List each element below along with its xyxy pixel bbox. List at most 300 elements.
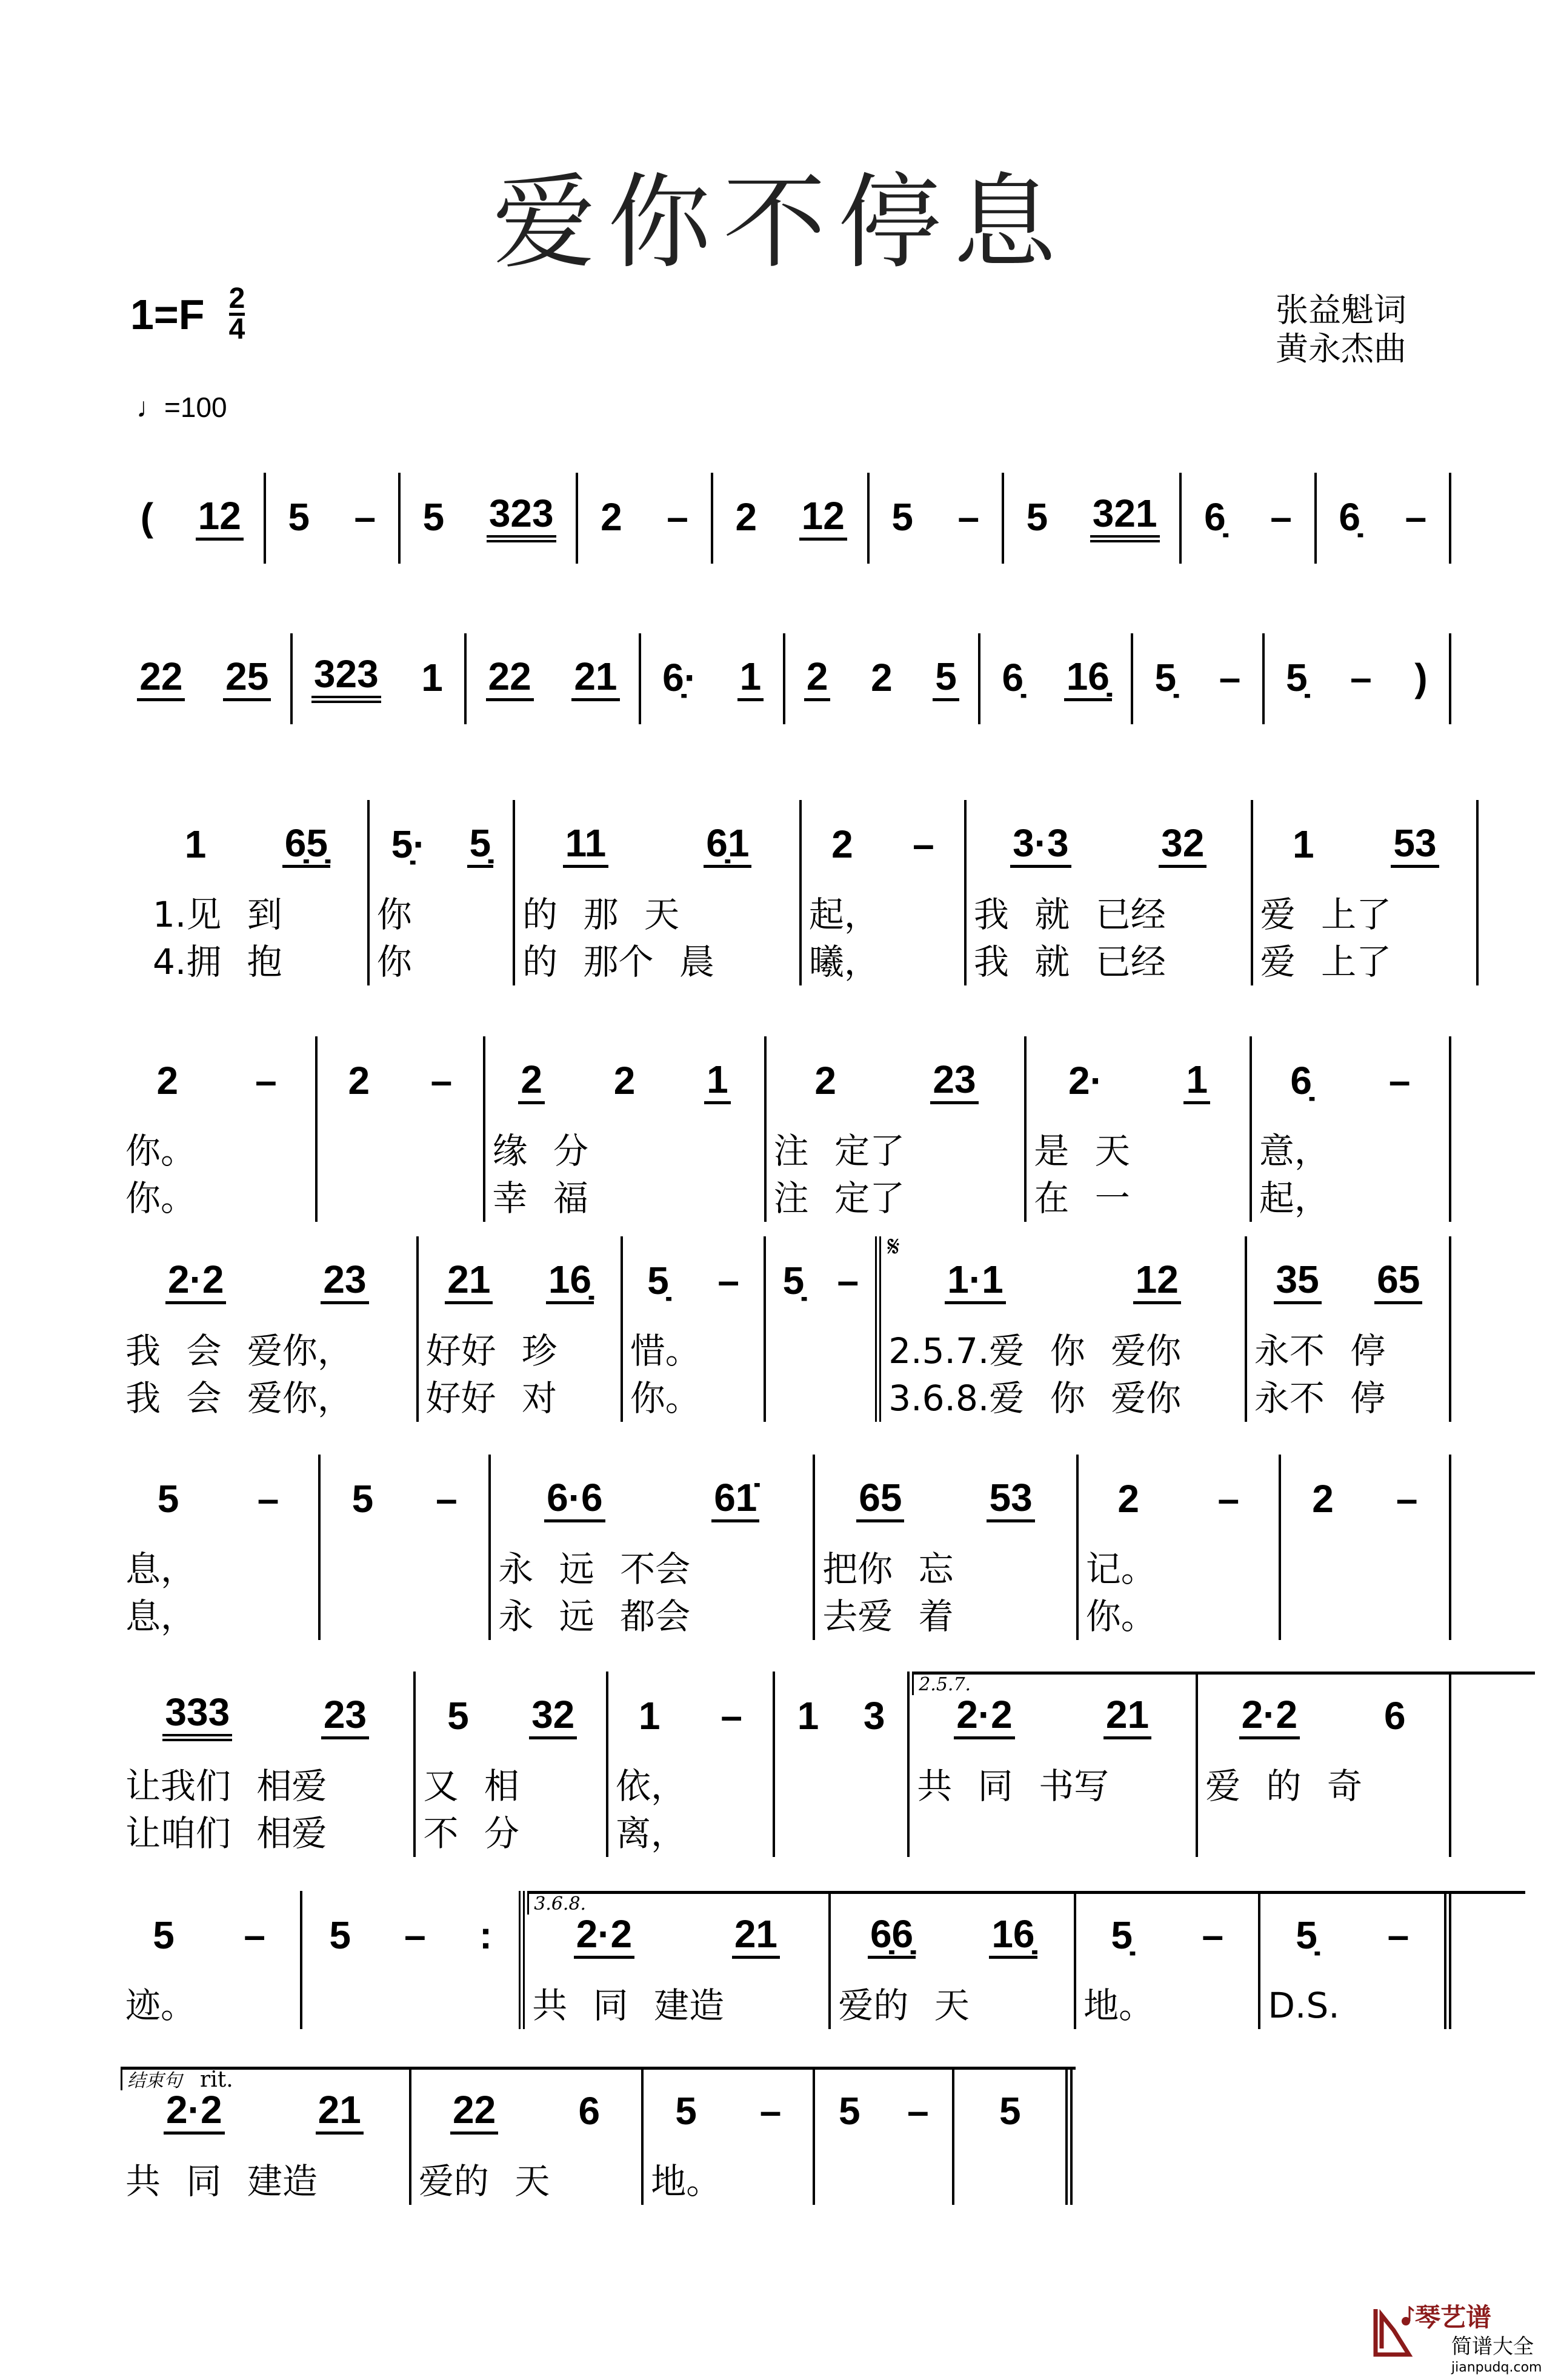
- note-group: 1: [184, 822, 207, 866]
- measure-notes: [767, 1036, 1025, 1127]
- measure: [485, 1036, 767, 1222]
- measure: [1133, 633, 1264, 724]
- measure-notes: [1027, 1036, 1250, 1127]
- measure: [118, 633, 293, 724]
- tempo-marking: ♩=100: [136, 392, 227, 423]
- note-group: 321: [1090, 494, 1160, 542]
- measure-notes: [1182, 473, 1314, 564]
- note-group: –: [1219, 656, 1241, 699]
- lyric-line-1: [1281, 1545, 1449, 1593]
- key-signature: [130, 282, 245, 345]
- measure: [1265, 633, 1451, 724]
- lyric-line-2: 离，: [615, 1813, 686, 1854]
- measure: [767, 1036, 1027, 1222]
- note-group: –: [1405, 495, 1427, 539]
- lyric-line-2: 在 一: [1034, 1178, 1130, 1219]
- measure: [118, 2067, 411, 2205]
- note-group: 12: [1133, 1260, 1181, 1304]
- measure: [318, 1036, 485, 1222]
- measure-notes: [967, 800, 1251, 891]
- measure-notes: [1281, 1455, 1449, 1545]
- lyric-line-2: [775, 1810, 907, 1857]
- measure-notes: [419, 1236, 621, 1327]
- note-group: 53: [987, 1478, 1034, 1522]
- measure: [578, 473, 713, 564]
- note-group: 2: [601, 495, 622, 539]
- measure: [713, 473, 870, 564]
- measure-notes: [145, 800, 367, 891]
- lyric-line-1: 注 定了: [773, 1130, 905, 1172]
- lyric-line-2: [766, 1375, 875, 1422]
- note-group: –: [257, 1477, 279, 1521]
- lyric-line-2: [1281, 1593, 1449, 1640]
- note-group: 5: [351, 1477, 374, 1521]
- measure-notes: [485, 1036, 764, 1127]
- note-group: 53: [1391, 824, 1439, 868]
- note-group: 22: [486, 657, 534, 701]
- measure: [1027, 1036, 1252, 1222]
- lyric-line-2: 你。: [1085, 1596, 1156, 1637]
- lyric-line-2: [910, 1810, 1196, 1857]
- note-group: 6̣: [1339, 495, 1361, 539]
- note-group: 61̇: [711, 1478, 759, 1522]
- note-group: –: [1217, 1477, 1240, 1521]
- note-group: ): [1414, 656, 1428, 699]
- lyric-line-2: [1198, 1810, 1449, 1857]
- measure: [954, 2067, 1073, 2205]
- measure-notes: [802, 800, 964, 891]
- measure: [401, 473, 578, 564]
- note-group: 35: [1274, 1260, 1322, 1304]
- measure-notes: [870, 473, 1002, 564]
- measure-notes: [1265, 633, 1449, 724]
- measure: [1281, 1455, 1451, 1640]
- measure: [881, 1231, 1247, 1422]
- note-group: 2: [613, 1059, 636, 1102]
- lyric-line-2: 爱 上了: [1260, 941, 1392, 982]
- lyric-line-1: 是 天: [1034, 1130, 1130, 1172]
- note-group: 2: [871, 656, 893, 699]
- note-group: 2: [1312, 1477, 1334, 1521]
- lyric-line-2: 曦，: [808, 941, 879, 982]
- measure: [1182, 473, 1316, 564]
- lyric-line-2: 你。: [125, 1178, 196, 1219]
- note-group: 16̣: [1064, 657, 1112, 701]
- score-row: [118, 1891, 1451, 2029]
- measure: [785, 633, 981, 724]
- note-group: 2: [156, 1059, 179, 1102]
- note-group: –: [667, 495, 688, 539]
- lyric-line-1: [321, 1545, 488, 1593]
- note-group: 6·6: [544, 1478, 605, 1522]
- note-group: 2: [1117, 1477, 1140, 1521]
- note-group: 1: [1293, 822, 1314, 866]
- measure-notes: [411, 2067, 641, 2158]
- lyric-line-1: 起，: [808, 894, 879, 935]
- note-group: 6: [1383, 1694, 1406, 1738]
- measure: [608, 1672, 775, 1857]
- measure: [1079, 1455, 1281, 1640]
- note-group: 5: [933, 657, 959, 701]
- measure-notes: [1079, 1455, 1279, 1545]
- lyric-line-1: [302, 1982, 519, 2029]
- note-group: 6: [578, 2089, 601, 2133]
- note-group: 21: [1103, 1695, 1151, 1739]
- lyric-line-1: 你: [376, 894, 412, 935]
- note-group: 21: [732, 1915, 780, 1959]
- measure: [416, 1672, 608, 1857]
- measure-notes: [1260, 1891, 1444, 1982]
- note-group: 23: [930, 1060, 978, 1104]
- lyric-line-2: 幸 福: [492, 1178, 588, 1219]
- note-group: –: [255, 1059, 277, 1102]
- lyric-line-1: [954, 2158, 1065, 2205]
- time-signature-bottom: 4: [228, 313, 245, 345]
- note-group: 22: [137, 657, 185, 701]
- measure: [980, 633, 1133, 724]
- measure-notes: [293, 633, 465, 724]
- note-group: 323: [311, 655, 381, 703]
- note-group: 6̣1: [704, 824, 751, 868]
- measure: [831, 1891, 1076, 2029]
- note-group: 11: [563, 824, 609, 868]
- lyric-line-2: 我 会 爱你，: [125, 1378, 353, 1419]
- lyric-line-1: 迹。: [125, 1985, 196, 2026]
- note-group: 2: [348, 1059, 370, 1102]
- note-group: 1: [1183, 1060, 1210, 1104]
- note-group: –: [717, 1259, 739, 1302]
- measure: [870, 473, 1004, 564]
- measure-notes: [881, 1236, 1245, 1327]
- measure: [293, 633, 467, 724]
- measure: [467, 633, 641, 724]
- lyric-line-1: 永 远 不会: [498, 1548, 691, 1590]
- measure-notes: [775, 1672, 907, 1762]
- measure: [1252, 1036, 1451, 1222]
- note-group: –: [354, 495, 376, 539]
- lyric-line-1: 又 相: [423, 1765, 519, 1807]
- lyric-line-1: 我 就 已经: [973, 894, 1166, 935]
- measure: [118, 1236, 419, 1422]
- measure: [1247, 1236, 1451, 1422]
- measure-notes: [815, 2067, 952, 2158]
- note-group: –: [1270, 495, 1292, 539]
- measure-notes: [302, 1891, 519, 1982]
- lyric-line-2: 3.6.8.爱 你 爱你: [888, 1378, 1182, 1419]
- lyric-line-1: [318, 1127, 482, 1175]
- lyric-line-1: 缘 分: [492, 1130, 588, 1172]
- note-group: 1: [797, 1694, 819, 1738]
- lyric-line-1: 依，: [615, 1765, 686, 1807]
- note-group: 5: [329, 1913, 351, 1957]
- measure: [1004, 473, 1182, 564]
- watermark-subtitle: 简谱大全: [1451, 2335, 1534, 2359]
- song-title: 爱你不停息: [492, 163, 1068, 283]
- measure: [1076, 1891, 1260, 2029]
- measure-notes: [266, 473, 398, 564]
- measure-notes: [515, 800, 799, 891]
- measure-notes: [954, 2067, 1065, 2158]
- measure: [815, 2067, 954, 2205]
- note-group: 1: [737, 657, 764, 701]
- measure-notes: [766, 1236, 875, 1327]
- measure: [118, 1672, 416, 1857]
- lyric-line-1: 爱 的 奇: [1205, 1765, 1362, 1807]
- measure: [1253, 800, 1479, 985]
- measure-notes: [370, 800, 513, 891]
- note-group: –: [244, 1913, 265, 1957]
- measure-notes: [785, 633, 979, 724]
- measure: [370, 800, 515, 985]
- measure: [321, 1455, 491, 1640]
- ritardando-marking: rit.: [200, 2067, 233, 2092]
- note-group: 5: [891, 495, 913, 539]
- watermark-brand: 琴艺谱: [1415, 2302, 1492, 2332]
- note-group: 5: [447, 1694, 469, 1738]
- measure-notes: [1247, 1236, 1449, 1327]
- measure-notes: [1133, 633, 1262, 724]
- lyric-line-1: D.S.: [1268, 1985, 1340, 2026]
- note-group: 1·1: [945, 1260, 1006, 1304]
- measure-notes: [318, 1036, 482, 1127]
- measure-notes: [118, 1672, 413, 1762]
- note-group: 5: [675, 2089, 697, 2133]
- lyric-line-1: 共 同 建造: [532, 1985, 725, 2026]
- measure-notes: [713, 473, 867, 564]
- lyric-line-1: 地。: [651, 2161, 722, 2202]
- measure-notes: [118, 1236, 416, 1327]
- note-group: 2: [518, 1060, 545, 1104]
- note-group: –: [436, 1477, 458, 1521]
- note-group: 5: [839, 2089, 860, 2133]
- measure: [411, 2067, 644, 2205]
- note-group: –: [907, 2089, 929, 2133]
- note-group: 32: [529, 1695, 577, 1739]
- measure-notes: [831, 1891, 1074, 1982]
- measure-notes: [118, 473, 264, 564]
- measure: [802, 800, 967, 985]
- note-group: 65: [856, 1478, 904, 1522]
- note-group: 6̣6̣: [868, 1915, 916, 1959]
- lyric-line-1: 爱 上了: [1260, 894, 1392, 935]
- note-group: 2: [831, 822, 853, 866]
- volta-label: 2.5.7.: [919, 1674, 971, 1695]
- note-group: 3·3: [1010, 824, 1071, 868]
- lyric-line-1: 惜。: [630, 1330, 701, 1372]
- measure-notes: [623, 1236, 764, 1327]
- key-label: 1=F: [130, 290, 205, 338]
- note-group: 2·2: [1239, 1695, 1300, 1739]
- lyric-line-1: 我 会 爱你，: [125, 1330, 353, 1372]
- lyric-line-1: 共 同 建造: [125, 2161, 318, 2202]
- watermark-logo: [1373, 2303, 1554, 2376]
- lyric-line-1: 好好 珍: [425, 1330, 557, 1372]
- measure: [118, 473, 266, 564]
- note-group: 23: [321, 1695, 369, 1739]
- note-group: 12: [196, 496, 244, 541]
- lyric-line-2: 你。: [630, 1378, 701, 1419]
- lyric-line-2: 息，: [125, 1596, 196, 1637]
- note-group: 32: [1159, 824, 1207, 868]
- lyric-line-1: 爱的 天: [838, 1985, 970, 2026]
- note-group: –: [759, 2089, 782, 2133]
- score-row: [118, 1231, 1451, 1422]
- lyric-line-1: 爱的 天: [418, 2161, 550, 2202]
- measure-notes: [1253, 800, 1476, 891]
- score-row: [118, 633, 1451, 724]
- note-group: –: [721, 1694, 742, 1738]
- lyric-line-2: 好好 对: [425, 1378, 557, 1419]
- measure-notes: [1198, 1672, 1449, 1762]
- note-group: 23: [321, 1260, 368, 1304]
- note-group: 5: [157, 1477, 179, 1521]
- lyric-line-1: 你。: [125, 1130, 196, 1172]
- measure: [118, 1891, 302, 2029]
- note-group: 25: [223, 657, 271, 701]
- measure-notes: [118, 633, 290, 724]
- watermark-url: jianpudq.com: [1451, 2360, 1542, 2375]
- measure: [118, 1455, 321, 1640]
- lyric-line-1: 的 那 天: [522, 894, 679, 935]
- measure: [515, 800, 802, 985]
- lyric-line-2: 的 那个 晨: [522, 941, 714, 982]
- note-group: 5̣·: [391, 822, 426, 866]
- lyric-line-2: 注 定了: [773, 1178, 905, 1219]
- credits: [1276, 291, 1406, 368]
- lyric-line-1: 息，: [125, 1548, 196, 1590]
- lyric-line-2: [318, 1175, 482, 1222]
- note-group: 12: [799, 496, 847, 541]
- measure-notes: [118, 1891, 300, 1982]
- lyric-line-1: 永不 停: [1254, 1330, 1386, 1372]
- note-group: 333: [162, 1693, 232, 1741]
- lyric-line-2: 你: [376, 941, 412, 982]
- measure-notes: [980, 633, 1131, 724]
- note-group: 5̣: [467, 824, 494, 868]
- measure: [644, 2067, 815, 2205]
- measure: [419, 1236, 623, 1422]
- lyric-line-1: 地。: [1083, 1985, 1154, 2026]
- time-signature-top: 2: [228, 282, 245, 315]
- note-group: 5: [153, 1913, 175, 1957]
- note-group: 22: [450, 2090, 498, 2135]
- note-group: –: [1350, 656, 1372, 699]
- note-group: 2: [735, 495, 757, 539]
- note-group: 2: [804, 657, 831, 701]
- note-group: –: [913, 822, 934, 866]
- measure: [641, 633, 785, 724]
- note-group: 2·2: [164, 2090, 225, 2135]
- lyric-line-1: 把你 忘: [822, 1548, 954, 1590]
- segno-icon: 𝄋: [887, 1231, 900, 1263]
- score-row: [118, 473, 1451, 564]
- note-group: –: [837, 1259, 859, 1302]
- lyric-line-2: 永 远 都会: [498, 1596, 691, 1637]
- lyric-line-2: 永不 停: [1254, 1378, 1386, 1419]
- note-group: (: [140, 495, 154, 539]
- measure: [491, 1455, 815, 1640]
- note-group: –: [1388, 1059, 1411, 1102]
- measure-notes: [401, 473, 576, 564]
- note-group: 2·2: [165, 1260, 227, 1304]
- note-group: –: [1202, 1913, 1224, 1957]
- measure-notes: [321, 1455, 488, 1545]
- measure-notes: [118, 1036, 315, 1127]
- measure-notes: [815, 1455, 1076, 1545]
- note-group: –: [430, 1059, 453, 1102]
- measure: [1317, 473, 1451, 564]
- note-group: 2·: [1068, 1059, 1103, 1102]
- measure: [525, 1891, 831, 2029]
- note-group: 16̣: [989, 1915, 1037, 1959]
- note-group: 2: [814, 1059, 836, 1102]
- note-group: 1: [421, 656, 443, 699]
- lyric-line-1: 共 同 书写: [917, 1765, 1110, 1807]
- measure: [1260, 1891, 1451, 2029]
- volta-label: 结束句: [127, 2070, 182, 2092]
- measure-notes: [491, 1455, 813, 1545]
- note-group: 65: [1374, 1260, 1422, 1304]
- note-group: 5̣: [1285, 656, 1308, 699]
- measure: [118, 1036, 318, 1222]
- note-group: 2·2: [954, 1695, 1015, 1739]
- note-group: 5: [1026, 495, 1048, 539]
- score-row: [118, 1036, 1451, 1222]
- lyric-line-2: 让咱们 相爱: [125, 1813, 327, 1854]
- note-group: 6̣: [1002, 656, 1024, 699]
- measure: [910, 1672, 1198, 1857]
- score-row: [118, 1455, 1451, 1640]
- measure: [1198, 1672, 1451, 1857]
- measure-notes: [1317, 473, 1449, 564]
- lyric-line-1: 让我们 相爱: [125, 1765, 327, 1807]
- note-group: 5̣: [647, 1259, 669, 1302]
- measure: [623, 1236, 767, 1422]
- lyric-line-2: 不 分: [423, 1813, 519, 1854]
- measure: [775, 1672, 910, 1857]
- note-group: 6̣: [1290, 1059, 1312, 1102]
- measure-notes: [1004, 473, 1179, 564]
- measure: [302, 1891, 525, 2029]
- measure: [266, 473, 401, 564]
- lyric-line-1: [775, 1762, 907, 1810]
- measure-notes: [416, 1672, 605, 1762]
- note-group: 5̣: [1111, 1913, 1133, 1957]
- lyric-line-1: [815, 2158, 952, 2205]
- measure: [967, 800, 1253, 985]
- note-group: 6̣5̣: [282, 824, 330, 868]
- note-group: 5: [999, 2089, 1021, 2133]
- lyric-line-1: 1.见 到: [153, 894, 282, 935]
- note-group: 1: [704, 1060, 731, 1104]
- note-group: 5̣: [1154, 656, 1177, 699]
- lyricist: 张益魁词: [1276, 291, 1406, 329]
- note-group: 5̣: [782, 1259, 805, 1302]
- measure-notes: [641, 633, 783, 724]
- lyric-line-2: 4.拥 抱: [153, 941, 282, 982]
- volta-label: 3.6.8.: [534, 1893, 587, 1915]
- lyric-line-2: 我 就 已经: [973, 941, 1166, 982]
- note-group: 16̣: [546, 1260, 594, 1304]
- note-group: :: [479, 1913, 493, 1957]
- note-group: –: [1387, 1913, 1410, 1957]
- note-group: 21: [571, 657, 619, 701]
- lyric-line-1: 记。: [1085, 1548, 1156, 1590]
- note-group: 1: [638, 1694, 661, 1738]
- score-row: [145, 800, 1479, 985]
- measure-notes: [1252, 1036, 1449, 1127]
- lyric-line-2: 去爱 着: [822, 1596, 954, 1637]
